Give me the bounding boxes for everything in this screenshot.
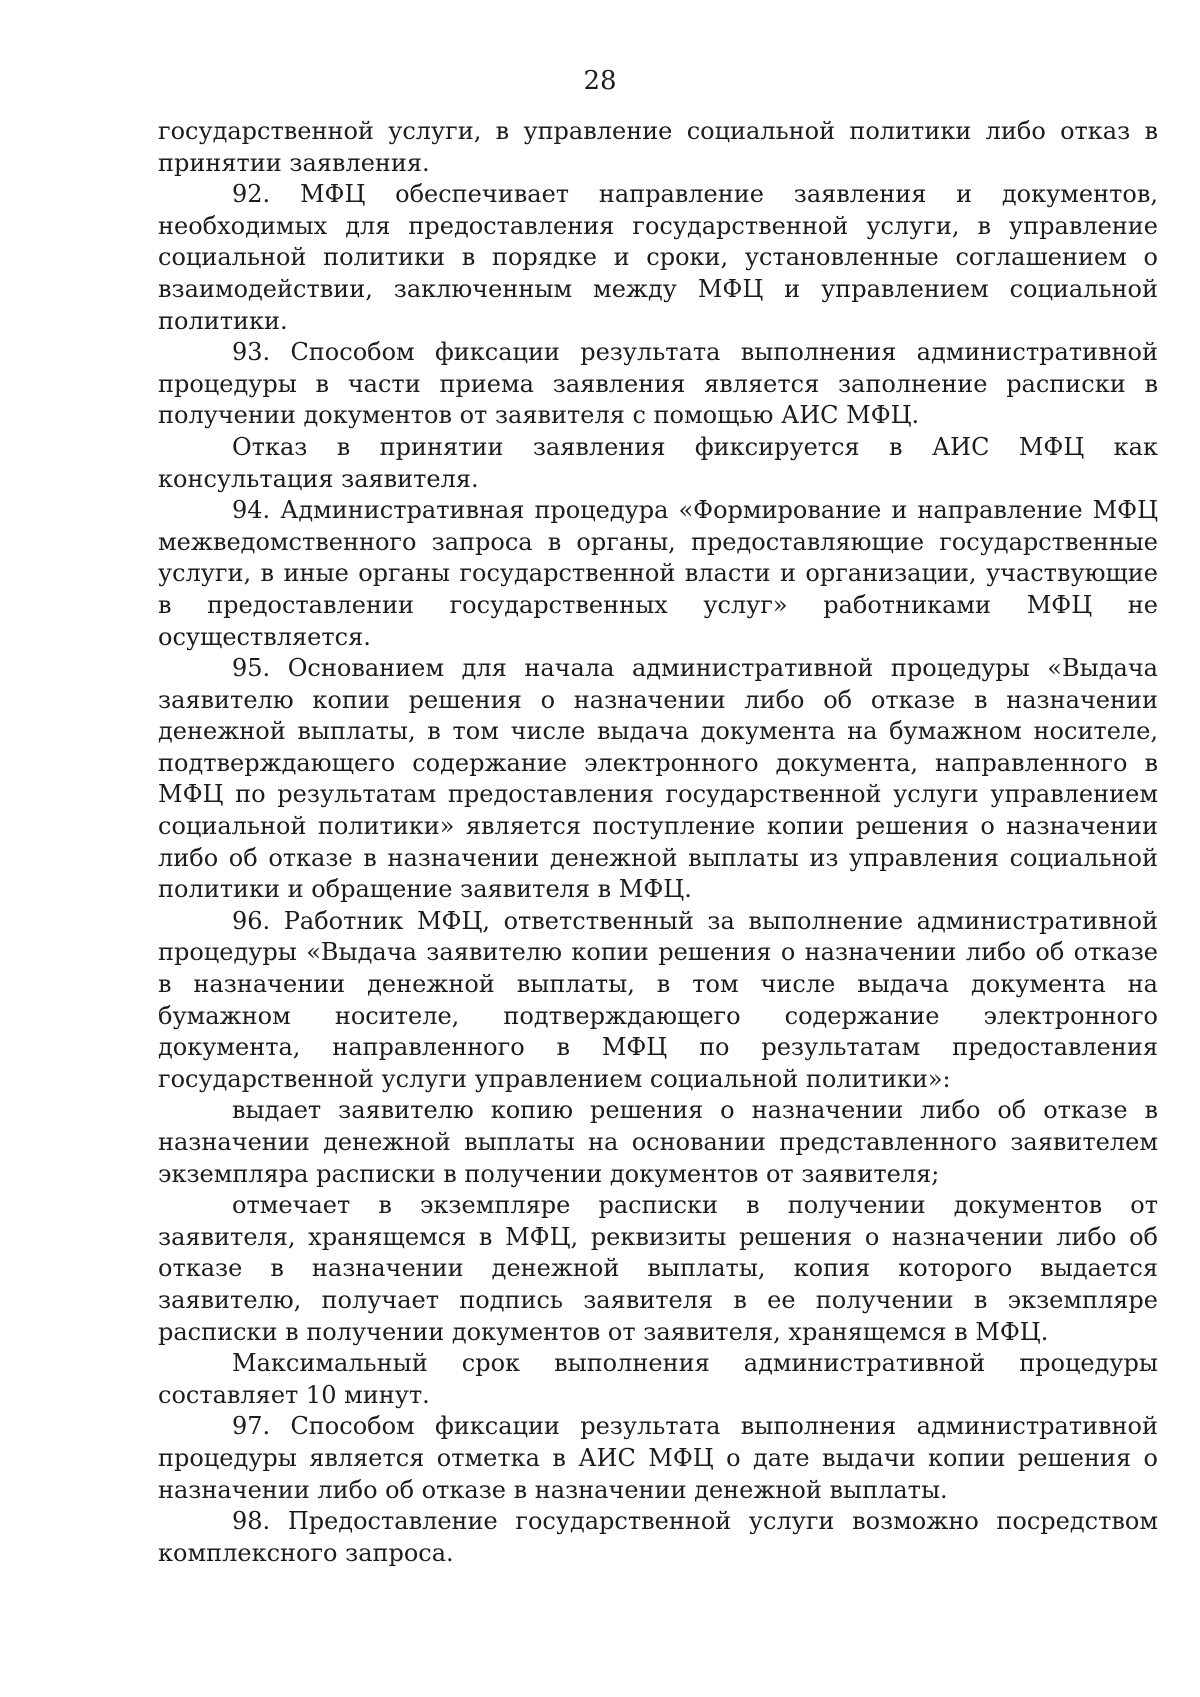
page-number: 28 <box>583 66 617 96</box>
paragraph-96-issues: выдает заявителю копию решения о назначении либо об отказе в назначении денежной выплаты на основании представленного заявителем экземпляра расписки в получении документов от заявителя; <box>158 1096 1158 1188</box>
paragraph-93-refusal: Отказ в принятии заявления фиксируется в АИС МФЦ как консультация заявителя. <box>158 432 1158 493</box>
paragraph-94: 94. Административная процедура «Формирование и направление МФЦ межведомственного запроса в органы, предоставляющие государственные услуги, в иные органы государственной власти и организации, участвующие в предоставлении государственных услуг» работниками МФЦ не осуществляется. <box>158 496 1158 651</box>
paragraph-98: 98. Предоставление государственной услуги возможно посредством комплексного запроса. <box>158 1507 1158 1567</box>
paragraph-96-max-term: Максимальный срок выполнения административной процедуры составляет 10 минут. <box>158 1349 1158 1409</box>
paragraph-95: 95. Основанием для начала административной процедуры «Выдача заявителю копии решения о назначении либо об отказе в назначении денежной выплаты, в том числе выдача документа на бумажном носителе, подтверждающего содержание электронного документа, направленного в МФЦ по результатам предоставления государственной услуги управлением социальной политики» является поступление копии решения о назначении либо об отказе в назначении денежной выплаты из управления социальной политики и обращение заявителя в МФЦ. <box>158 654 1158 904</box>
paragraph-93: 93. Способом фиксации результата выполнения административной процедуры в части приема заявления является заполнение расписки в получении документов от заявителя с помощью АИС МФЦ. <box>158 338 1158 430</box>
paragraph-96-marks: отмечает в экземпляре расписки в получении документов от заявителя, хранящемся в МФЦ, реквизиты решения о назначении либо об отказе в назначении денежной выплаты, копия которого выдается заявителю, получает подпись заявителя в ее получении в экземпляре расписки в получении документов от заявителя, хранящемся в МФЦ. <box>158 1191 1158 1346</box>
paragraph-97: 97. Способом фиксации результата выполнения административной процедуры является отметка в АИС МФЦ о дате выдачи копии решения о назначении либо об отказе в назначении денежной выплаты. <box>158 1412 1158 1504</box>
paragraph-92: 92. МФЦ обеспечивает направление заявления и документов, необходимых для предоставления государственной услуги, в управление социальной политики в порядке и сроки, установленные соглашением о взаимодействии, заключенным между МФЦ и управлением социальной политики. <box>158 180 1158 335</box>
paragraph-96: 96. Работник МФЦ, ответственный за выполнение административной процедуры «Выдача заявителю копии решения о назначении либо об отказе в назначении денежной выплаты, в том числе выдача документа на бумажном носителе, подтверждающего содержание электронного документа, направленного в МФЦ по результатам предоставления государственной услуги управлением социальной политики»: <box>158 906 1158 1093</box>
document-body <box>158 116 1158 1569</box>
paragraph-continuation: государственной услуги, в управление социальной политики либо отказ в принятии заявления. <box>158 117 1158 177</box>
